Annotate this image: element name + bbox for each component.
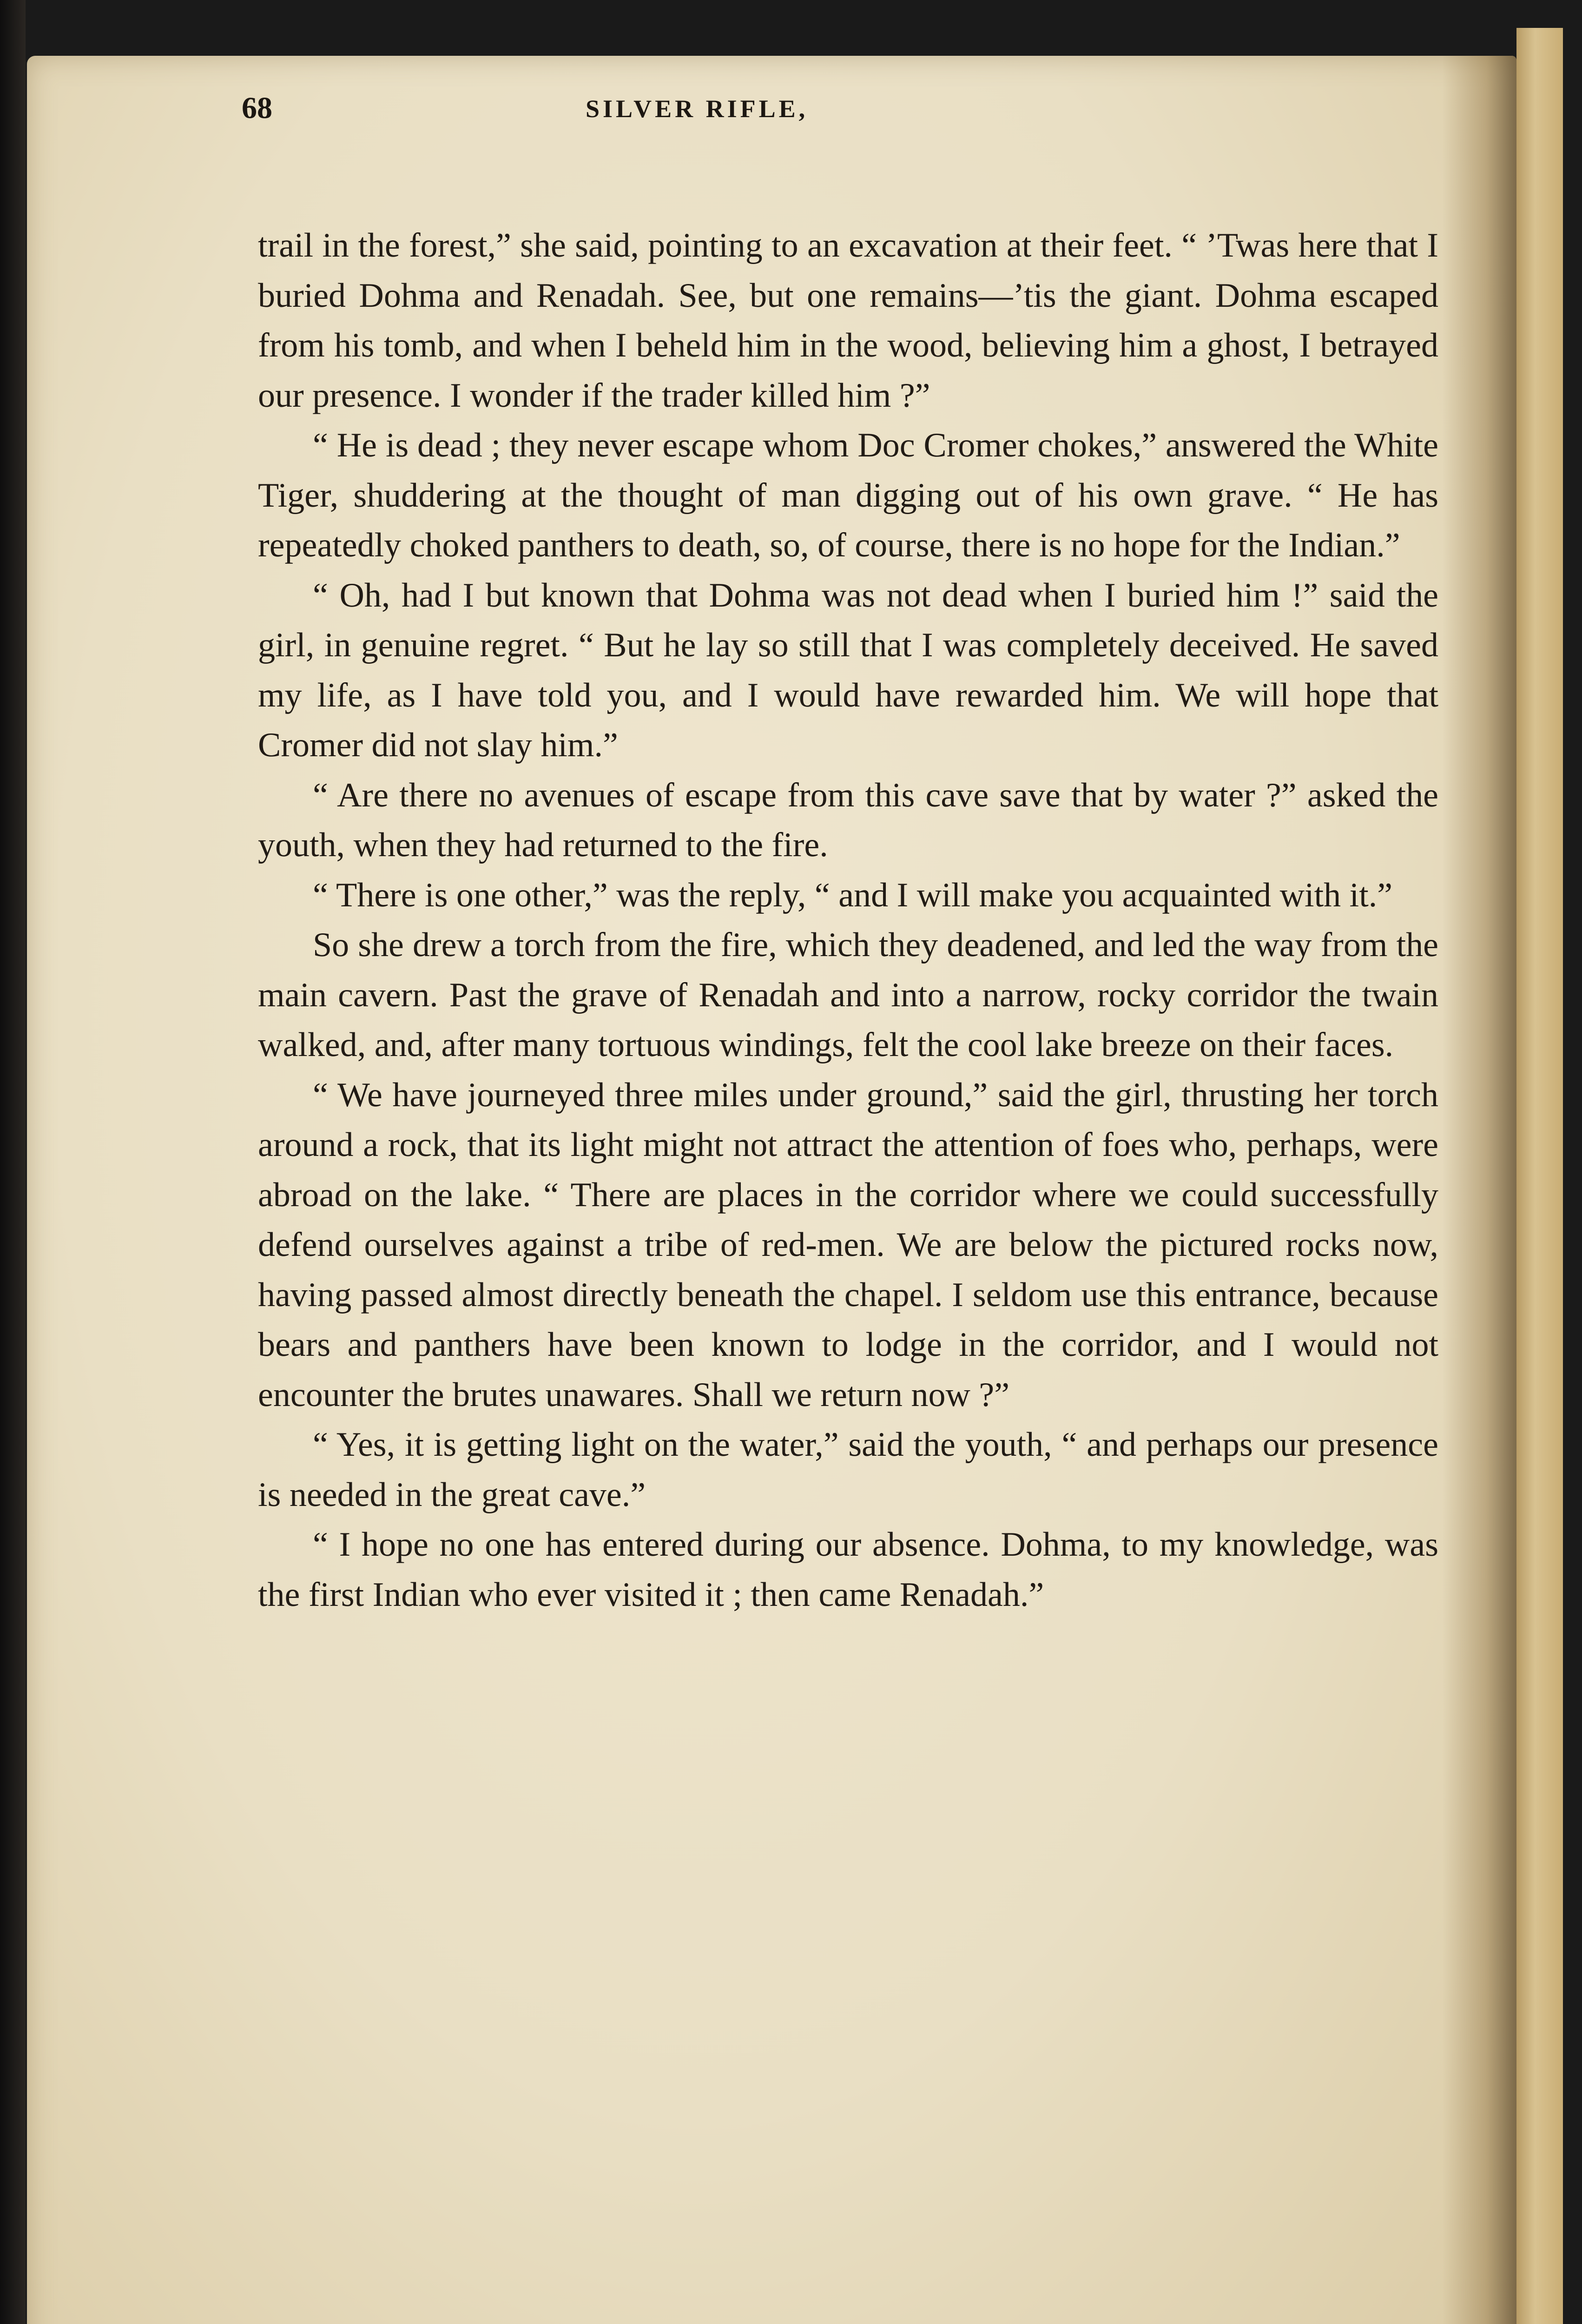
running-head bbox=[242, 91, 1469, 142]
running-title: SILVER RIFLE, bbox=[586, 95, 809, 123]
page-number: 68 bbox=[242, 91, 272, 125]
binding-shadow bbox=[1442, 56, 1516, 2324]
paragraph: “ He is dead ; they never escape whom Doc Cromer chokes,” answered the White Tiger, shuddering at the thought of man digging out of his own grave. “ He has repeatedly choked panthers to death, so, of course, there is no hope for the Indian.” bbox=[258, 426, 1438, 564]
paragraph: “ Are there no avenues of escape from this cave save that by water ?” asked the youth, when they had returned to the fire. bbox=[258, 776, 1438, 864]
paragraph: trail in the forest,” she said, pointing to an excavation at their feet. “ ’Twas here that I buried Dohma and Renadah. See, but one remains—’tis the giant. Dohma escaped from his tomb, and when I beheld him in the wood, believing him a ghost, I betrayed our presence. I wonder if the trader killed him ?” bbox=[258, 226, 1438, 415]
book-cover-edge bbox=[0, 0, 26, 2324]
paragraph: “ Oh, had I but known that Dohma was not dead when I buried him !” said the girl, in genuine regret. “ But he lay so still that I was completely deceived. He saved my life, as I have told you, and I would have rewarded him. We will hope that Cromer did not slay him.” bbox=[258, 576, 1438, 764]
paragraph: So she drew a torch from the fire, which they deadened, and led the way from the main cavern. Past the grave of Renadah and into a narrow, rocky corridor the twain walked, and, after many tortuous windings, felt the cool lake breeze on their faces. bbox=[258, 926, 1438, 1064]
adjacent-page-edge bbox=[1516, 28, 1563, 2324]
paragraph: “ We have journeyed three miles under ground,” said the girl, thrusting her torch around a rock, that its light might not attract the attention of foes who, perhaps, were abroad on the lake. “ There are places in the corridor where we could successfully defend ourselves against a tribe of red-men. We are below the pictured rocks now, having passed almost directly beneath the chapel. I seldom use this entrance, because bears and panthers have been known to lodge in the corridor, and I would not encounter the brutes unawares. Shall we return now ?” bbox=[258, 1076, 1438, 1414]
paragraph: “ There is one other,” was the reply, “ and I will make you acquainted with it.” bbox=[313, 876, 1393, 914]
paragraph: “ I hope no one has entered during our absence. Dohma, to my knowledge, was the first Indian who ever visited it ; then came Renadah.” bbox=[258, 1525, 1438, 1614]
paragraph: “ Yes, it is getting light on the water,” said the youth, “ and perhaps our presence is needed in the great cave.” bbox=[258, 1426, 1438, 1514]
body-text bbox=[258, 221, 1438, 1620]
